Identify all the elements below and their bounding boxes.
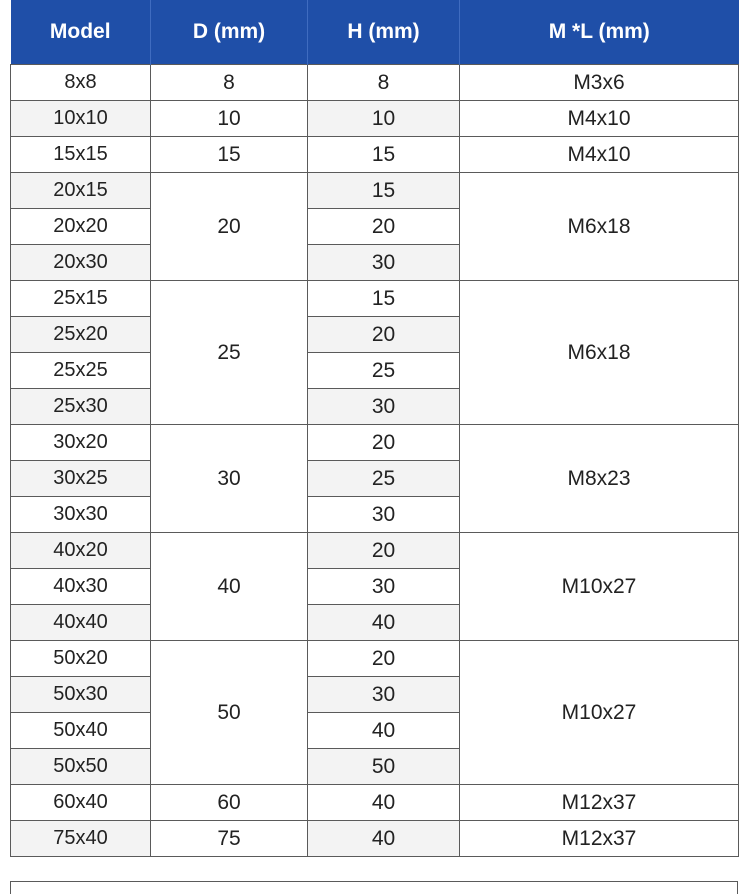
h-cell: 15	[308, 281, 460, 317]
model-cell: 40x40	[11, 605, 151, 641]
h-cell: 50	[308, 749, 460, 785]
h-cell: 40	[308, 713, 460, 749]
model-cell: 50x40	[11, 713, 151, 749]
h-cell: 25	[308, 461, 460, 497]
model-cell: 75x40	[11, 821, 151, 857]
h-cell: 40	[308, 821, 460, 857]
table-row	[11, 65, 739, 101]
model-cell: 40x20	[11, 533, 151, 569]
header-row	[11, 0, 739, 65]
ml-cell: M4x10	[460, 101, 739, 137]
h-cell: 20	[308, 425, 460, 461]
table-row	[11, 785, 739, 821]
model-cell: 25x25	[11, 353, 151, 389]
ml-cell: M8x23	[460, 425, 739, 533]
h-cell: 8	[308, 65, 460, 101]
table-row	[11, 641, 739, 677]
ml-cell: M12x37	[460, 785, 739, 821]
model-cell: 10x10	[11, 101, 151, 137]
table-row	[11, 137, 739, 173]
table-row	[11, 425, 739, 461]
h-cell: 20	[308, 533, 460, 569]
ml-cell: M3x6	[460, 65, 739, 101]
h-cell: 30	[308, 569, 460, 605]
d-cell: 15	[151, 137, 308, 173]
ml-cell: M4x10	[460, 137, 739, 173]
table-bottom-edge	[10, 881, 738, 894]
model-cell: 50x30	[11, 677, 151, 713]
header-model: Model	[11, 0, 151, 65]
table-row	[11, 281, 739, 317]
d-cell: 25	[151, 281, 308, 425]
model-cell: 25x15	[11, 281, 151, 317]
model-cell: 25x20	[11, 317, 151, 353]
d-cell: 60	[151, 785, 308, 821]
ml-cell: M6x18	[460, 173, 739, 281]
model-cell: 20x20	[11, 209, 151, 245]
d-cell: 10	[151, 101, 308, 137]
model-cell: 20x30	[11, 245, 151, 281]
h-cell: 15	[308, 173, 460, 209]
d-cell: 75	[151, 821, 308, 857]
header-h: H (mm)	[308, 0, 460, 65]
d-cell: 40	[151, 533, 308, 641]
h-cell: 30	[308, 245, 460, 281]
h-cell: 20	[308, 209, 460, 245]
h-cell: 30	[308, 497, 460, 533]
d-cell: 50	[151, 641, 308, 785]
h-cell: 25	[308, 353, 460, 389]
model-cell: 30x30	[11, 497, 151, 533]
model-cell: 25x30	[11, 389, 151, 425]
d-cell: 30	[151, 425, 308, 533]
model-cell: 30x25	[11, 461, 151, 497]
table-row	[11, 533, 739, 569]
header-d: D (mm)	[151, 0, 308, 65]
ml-cell: M12x37	[460, 821, 739, 857]
spec-table	[10, 0, 738, 857]
h-cell: 30	[308, 389, 460, 425]
ml-cell: M10x27	[460, 533, 739, 641]
h-cell: 20	[308, 641, 460, 677]
ml-cell: M6x18	[460, 281, 739, 425]
model-cell: 40x30	[11, 569, 151, 605]
table-row	[11, 173, 739, 209]
table-row	[11, 821, 739, 857]
model-cell: 8x8	[11, 65, 151, 101]
header-ml: M *L (mm)	[460, 0, 739, 65]
h-cell: 30	[308, 677, 460, 713]
model-cell: 60x40	[11, 785, 151, 821]
model-cell: 20x15	[11, 173, 151, 209]
model-cell: 30x20	[11, 425, 151, 461]
model-cell: 50x20	[11, 641, 151, 677]
model-cell: 50x50	[11, 749, 151, 785]
ml-cell: M10x27	[460, 641, 739, 785]
table-row	[11, 101, 739, 137]
h-cell: 15	[308, 137, 460, 173]
h-cell: 40	[308, 605, 460, 641]
h-cell: 10	[308, 101, 460, 137]
h-cell: 20	[308, 317, 460, 353]
d-cell: 8	[151, 65, 308, 101]
h-cell: 40	[308, 785, 460, 821]
d-cell: 20	[151, 173, 308, 281]
model-cell: 15x15	[11, 137, 151, 173]
